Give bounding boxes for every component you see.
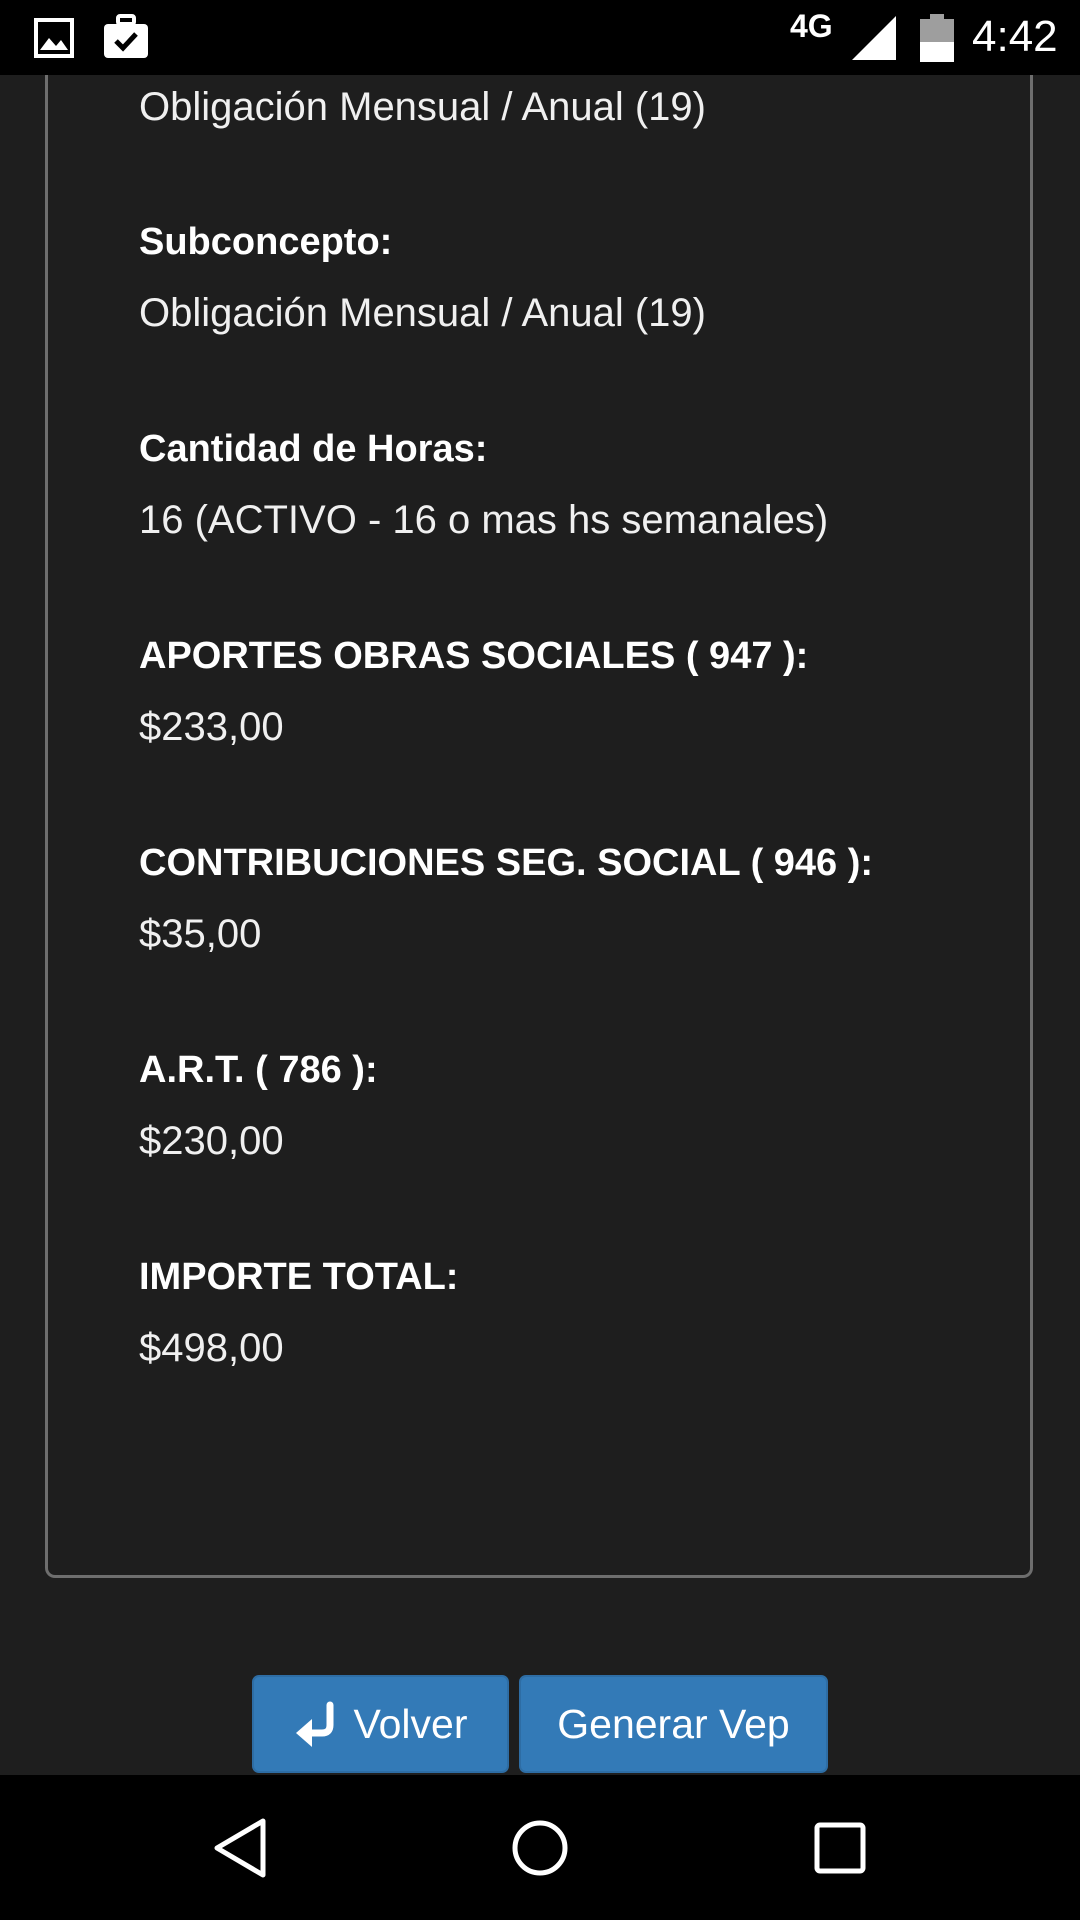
volver-button[interactable]	[252, 1675, 509, 1773]
horas-value: 16 (ACTIVO - 16 o mas hs semanales)	[139, 498, 829, 542]
aportes-value: $233,00	[139, 705, 284, 749]
battery-icon	[920, 14, 954, 62]
content-area[interactable]	[0, 75, 1080, 1775]
volver-label: Volver	[353, 1700, 468, 1747]
contribuciones-value: $35,00	[139, 912, 262, 956]
clock: 4:42	[972, 12, 1058, 61]
briefcase-check-icon	[102, 14, 150, 60]
return-arrow-icon	[294, 1701, 340, 1747]
back-triangle-icon[interactable]	[207, 1815, 273, 1881]
subconcepto-label: Subconcepto:	[139, 221, 393, 263]
total-value: $498,00	[139, 1326, 284, 1370]
contribuciones-label: CONTRIBUCIONES SEG. SOCIAL ( 946 ):	[139, 842, 874, 884]
aportes-label: APORTES OBRAS SOCIALES ( 947 ):	[139, 635, 809, 677]
generar-vep-label: Generar Vep	[557, 1700, 790, 1747]
total-label: IMPORTE TOTAL:	[139, 1256, 459, 1298]
image-icon	[34, 18, 74, 58]
home-circle-icon[interactable]	[507, 1815, 573, 1881]
subconcepto-value: Obligación Mensual / Anual (19)	[139, 291, 706, 335]
network-type: 4G	[790, 8, 833, 44]
status-bar	[0, 0, 1080, 75]
recents-square-icon[interactable]	[807, 1815, 873, 1881]
horas-label: Cantidad de Horas:	[139, 428, 488, 470]
generar-vep-button[interactable]	[519, 1675, 828, 1773]
art-label: A.R.T. ( 786 ):	[139, 1049, 378, 1091]
navigation-bar	[0, 1775, 1080, 1920]
concepto-value: Obligación Mensual / Anual (19)	[139, 85, 706, 129]
art-value: $230,00	[139, 1119, 284, 1163]
signal-icon	[850, 14, 898, 62]
